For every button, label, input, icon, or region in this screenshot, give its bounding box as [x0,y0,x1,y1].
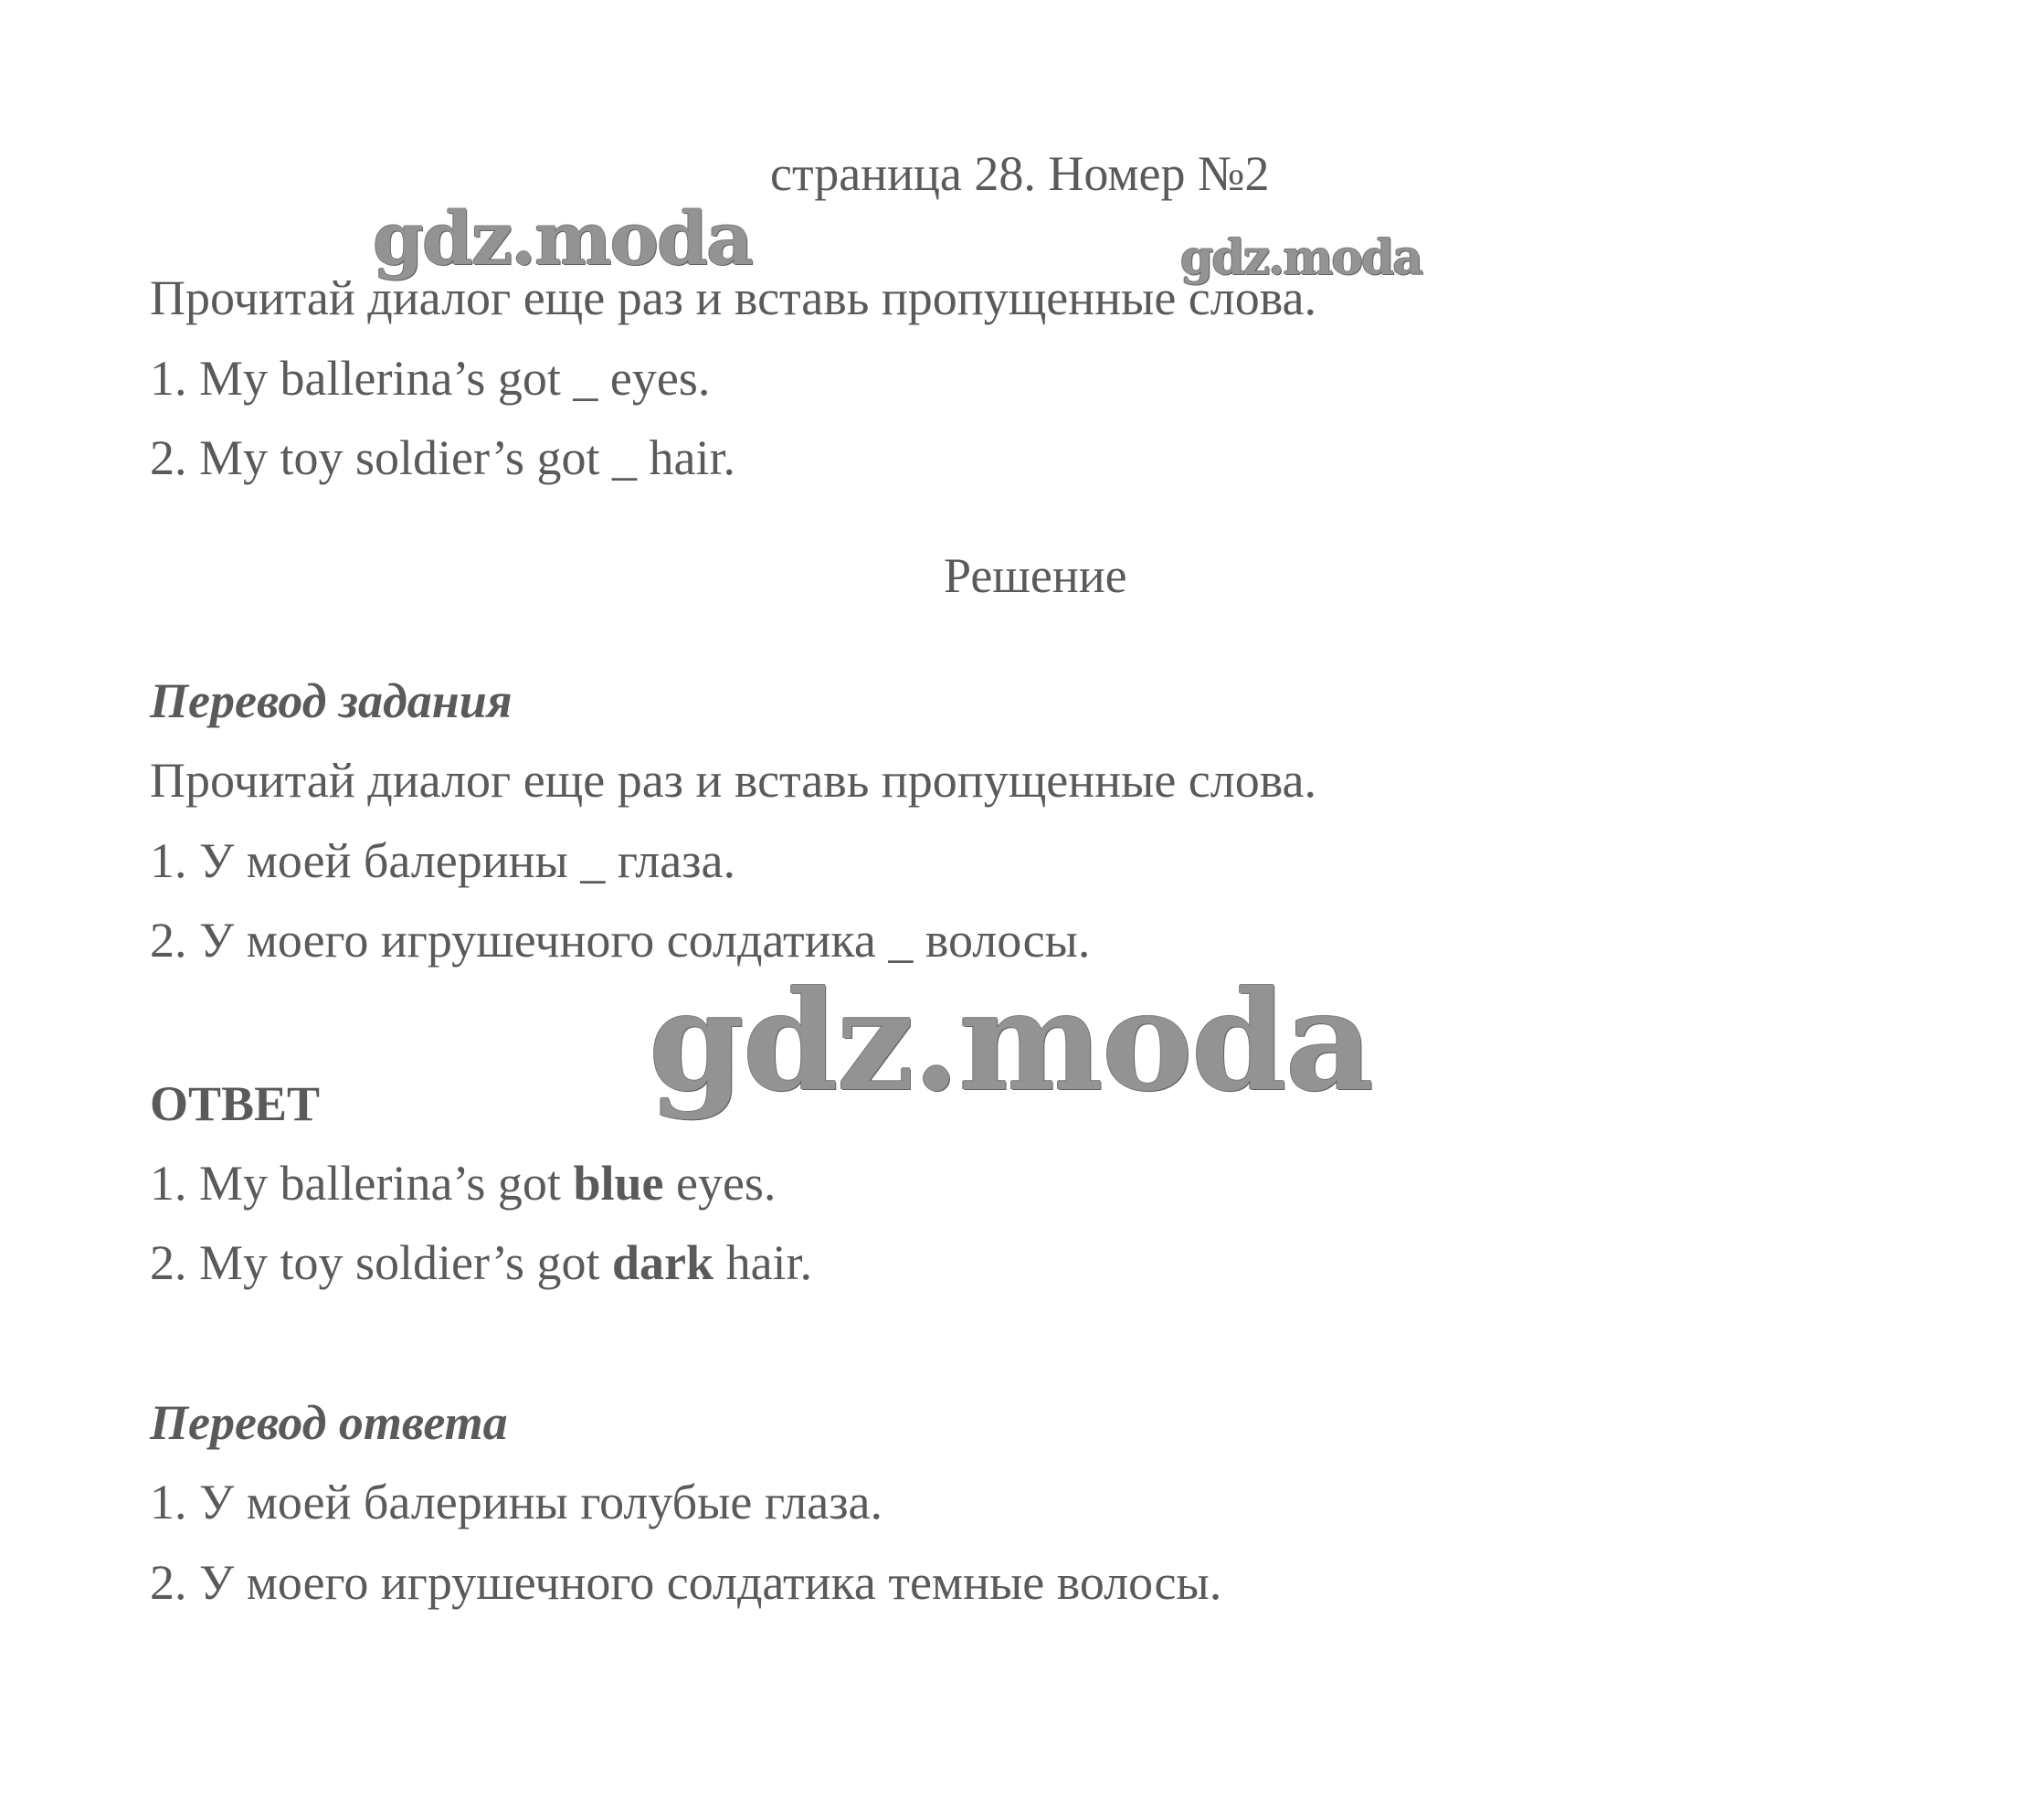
answer-item-2-suffix: hair. [713,1235,813,1290]
answer-word-2: dark [612,1235,714,1290]
watermark-medium: gdz.moda [373,196,752,281]
answer-word-1: blue [573,1156,664,1211]
answer-item-1-suffix: eyes. [663,1156,777,1211]
solution-heading: Решение [944,548,1127,603]
answer-heading: ОТВЕТ [150,1076,321,1131]
watermark-small: gdz.moda [1180,230,1422,286]
answer-item-2-prefix: 2. My toy soldier’s got [150,1235,613,1290]
task-translation-heading: Перевод задания [150,673,513,728]
answer-translation-heading: Перевод ответа [150,1395,508,1450]
answer-item-1-prefix: 1. My ballerina’s got [150,1156,574,1211]
task-item-1: 1. My ballerina’s got _ eyes. [150,351,711,406]
task-translation-item-1: 1. У моей балерины _ глаза. [150,833,735,888]
answer-item-2 [150,1233,812,1292]
watermark-large: gdz.moda [649,961,1373,1122]
task-item-2: 2. My toy soldier’s got _ hair. [150,430,735,485]
task-translation-item-2: 2. У моего игрушечного солдатика _ волосы. [150,913,1091,968]
task-instruction: Прочитай диалог еще раз и вставь пропущенные слова. [150,270,1316,325]
answer-translation-item-1: 1. У моей балерины голубые глаза. [150,1475,883,1529]
answer-item-1 [150,1154,776,1212]
answer-translation-item-2: 2. У моего игрушечного солдатика темные волосы. [150,1555,1222,1610]
page-title: страница 28. Номер №2 [770,146,1270,201]
task-translation-instruction: Прочитай диалог еще раз и вставь пропущенные слова. [150,753,1316,808]
